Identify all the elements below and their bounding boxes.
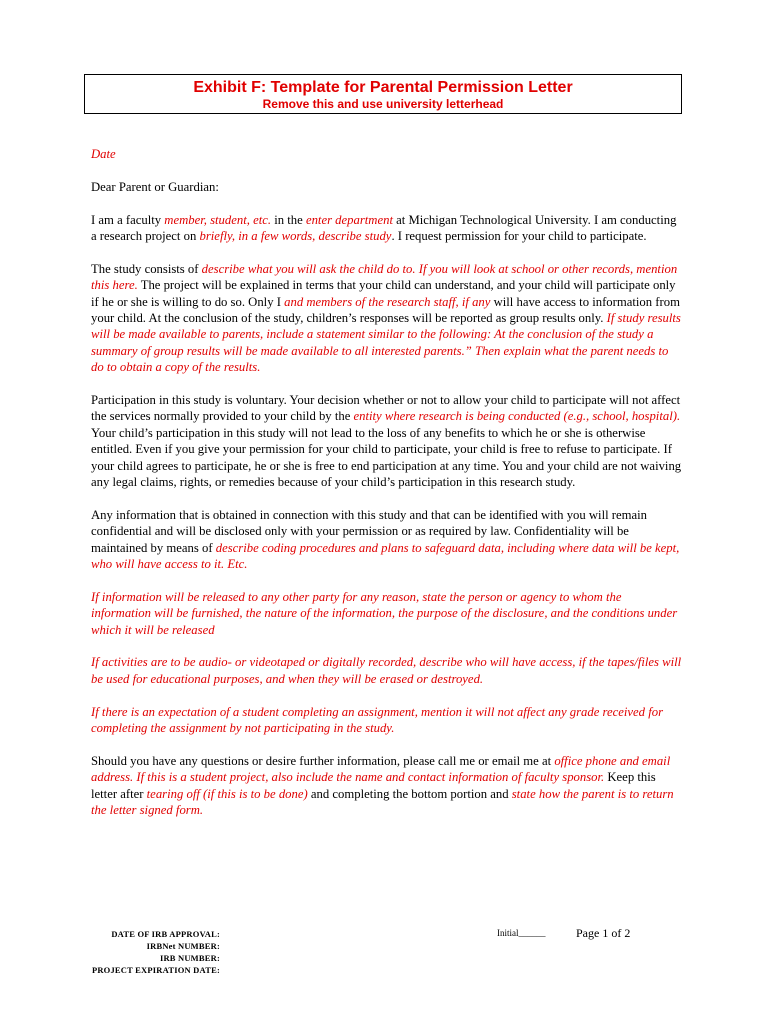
paragraph-voluntary-participation xyxy=(91,392,683,490)
text-run: at Michigan Technological University. I am conducting a research project on xyxy=(91,212,677,243)
page-number: Page 1 of 2 xyxy=(576,926,631,940)
text-run: . I request permission for your child to participate. xyxy=(391,229,647,243)
project-expiration-label: PROJECT EXPIRATION DATE: xyxy=(91,965,220,975)
text-run: Participation in this study is voluntary. Your decision whether or not to allow your child to participate will not affect the services normally provided to your child by the xyxy=(91,393,681,424)
placeholder-run: office phone and email address. If this is a student project, also include the name and contact information of faculty sponsor. xyxy=(91,753,671,785)
paragraph-recording: If activities are to be audio- or videotaped or digitally recorded, describe who will have access, if the tapes/files will be used for educational purposes, and when they will be erased or destroyed. xyxy=(91,655,682,686)
text-run: Keep this letter after xyxy=(91,770,656,801)
letterhead-instruction: Remove this and use university letterhead xyxy=(262,97,504,111)
text-run: and completing the bottom portion and xyxy=(307,786,512,801)
placeholder-run: member, student, etc. xyxy=(164,212,272,227)
placeholder-run: entity where research is being conducted (e.g., school, hospital). xyxy=(353,409,681,424)
text-run: The study consists of xyxy=(91,261,202,276)
irb-approval-date-label: DATE OF IRB APPROVAL: xyxy=(111,929,220,939)
salutation: Dear Parent or Guardian: xyxy=(91,179,219,194)
irbnet-number-label: IRBNet NUMBER: xyxy=(146,941,220,951)
paragraph-confidentiality xyxy=(91,507,683,573)
text-run: will have access to information from your child. At the conclusion of the study, children’s responses will be reported as group results only. xyxy=(91,294,680,326)
placeholder-run: and members of the research staff, if any xyxy=(284,294,491,309)
date-placeholder: Date xyxy=(91,147,116,161)
placeholder-run: tearing off (if this is to be done) xyxy=(146,786,308,801)
text-run: I am a faculty xyxy=(91,212,165,227)
paragraph-contact xyxy=(91,753,683,819)
placeholder-run: enter department xyxy=(305,212,393,227)
paragraph-introduction xyxy=(91,212,683,245)
paragraph-information-release: If information will be released to any other party for any reason, state the person or agency to whom the information will be furnished, the nature of the information, the purpose of the disclosure, and the conditions under which it will be released xyxy=(91,589,678,637)
irb-number-label: IRB NUMBER: xyxy=(159,953,220,963)
exhibit-title: Exhibit F: Template for Parental Permission Letter xyxy=(193,79,573,96)
text-run: in the xyxy=(271,212,306,227)
paragraph-study-description xyxy=(91,261,683,376)
placeholder-run: describe what you will ask the child do to. If you will look at school or other records, mention this here. xyxy=(91,261,678,293)
text-run: Should you have any questions or desire further information, please call me or email me at xyxy=(91,753,555,768)
placeholder-run: state how the parent is to return the letter signed form. xyxy=(91,786,674,818)
placeholder-run: describe coding procedures and plans to safeguard data, including where data will be kept, who will have access to it. Etc. xyxy=(91,540,680,572)
irb-footer-labels xyxy=(60,928,220,976)
placeholder-run: If study results will be made available to parents, include a statement similar to the following: At the conclusion of the study a summary of group results will be made available to all interested parents.” Then explain what the parent needs to do to obtain a copy of the results. xyxy=(91,311,681,375)
placeholder-run: briefly, in a few words, describe study xyxy=(199,229,392,243)
paragraph-student-assignment: If there is an expectation of a student completing an assignment, mention it will not affect any grade received for completing the assignment by not participating in the study. xyxy=(91,704,664,736)
text-run: Your child’s participation in this study will not lead to the loss of any benefits to which he or she is otherwise entitled. Even if you give your permission for your child to participate, your child is free to refuse to participate. If your child agrees to participate, he or she is free to end participation at any time. You and your child are not waiving any legal claims, rights, or remedies because of your child’s participation in this research study. xyxy=(91,425,682,490)
initial-line: Initial______ xyxy=(497,928,546,938)
text-run: The project will be explained in terms that your child can understand, and your child will participate only if he or she is willing to do so. Only I xyxy=(91,278,676,309)
letterhead-placeholder-box xyxy=(84,74,682,114)
text-run: Any information that is obtained in connection with this study and that can be identified with you will remain confidential and will be disclosed only with your permission or as required by law. Confidentiality will be maintained by means of xyxy=(91,507,648,555)
letter-body xyxy=(91,146,683,835)
